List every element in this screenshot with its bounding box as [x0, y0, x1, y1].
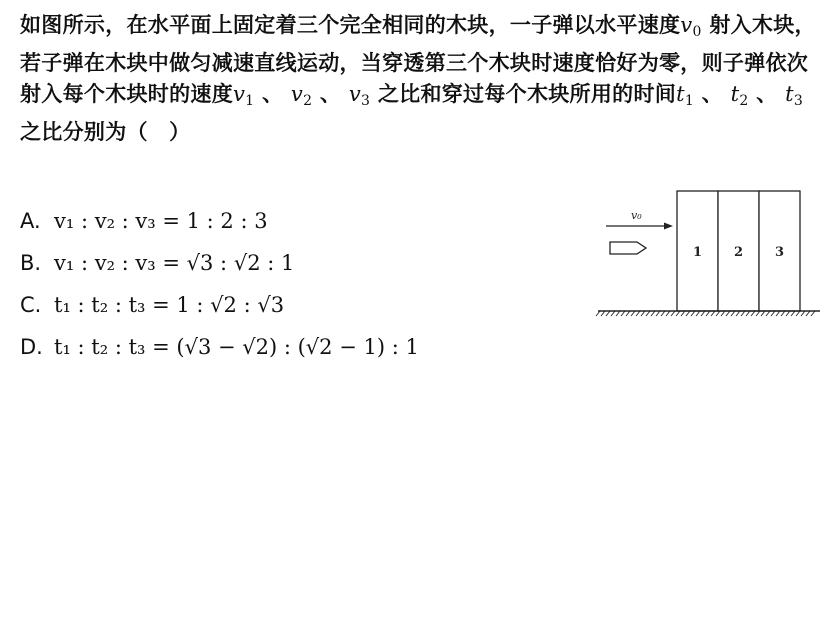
- option-c[interactable]: [20, 284, 419, 326]
- t1-symbol: $t_1$: [676, 82, 695, 109]
- option-b[interactable]: [20, 242, 419, 284]
- option-a-letter: A.: [20, 209, 41, 233]
- block-3-label: 3: [774, 245, 785, 260]
- option-d-letter: D.: [20, 335, 43, 359]
- t2-symbol: $t_2$: [730, 82, 749, 109]
- option-d-expression: t₁ : t₂ : t₃ = (√3 − √2) : (√2 − 1) : 1: [54, 335, 419, 359]
- v1-symbol: $v_1$: [233, 82, 255, 109]
- bullet-shape: [610, 242, 646, 254]
- option-b-expression: v₁ : v₂ : v₃ = √3 : √2 : 1: [54, 251, 295, 275]
- question-part2: 射入木块，若子弹在木块中做匀减速直线运动，当穿透第三个木块时速度恰好为零，则子弹依次射入每个木块时的速度: [20, 13, 816, 106]
- option-c-expression: t₁ : t₂ : t₃ = 1 : √2 : √3: [54, 293, 285, 317]
- velocity-arrow: [606, 223, 673, 230]
- velocity-label: v₀: [631, 209, 642, 222]
- option-b-letter: B.: [20, 251, 42, 275]
- v2-symbol: $v_2$: [290, 82, 313, 109]
- question-part3: 之比和穿过每个木块所用的时间: [377, 82, 677, 106]
- option-a-expression: v₁ : v₂ : v₃ = 1 : 2 : 3: [54, 209, 268, 233]
- question-text: 如图所示，在水平面上固定着三个完全相同的木块，一子弹以水平速度$v_0$ 射入木块，若子弹在木块中做匀减速直线运动，当穿透第三个木块时速度恰好为零，则子弹依次射入每个木块时的速度$v_1$ 、 $v_2$ 、 $v_3$ 之比和穿过每个木块所用的时间$t_1$ 、 $t_2$ 、 $t_3$之比分别为（ ）: [20, 13, 816, 144]
- option-d[interactable]: [20, 326, 419, 368]
- option-c-letter: C.: [20, 293, 42, 317]
- options-list: [20, 200, 419, 368]
- block-1-label: 1: [692, 245, 703, 260]
- question-part4: 之比分别为（ ）: [20, 120, 191, 144]
- option-a[interactable]: [20, 200, 419, 242]
- question-part1: 如图所示，在水平面上固定着三个完全相同的木块，一子弹以水平速度: [20, 13, 681, 37]
- block-2-label: 2: [733, 245, 744, 260]
- v3-symbol: $v_3$: [348, 82, 371, 109]
- blocks-diagram: [594, 186, 824, 322]
- t3-symbol: $t_3$: [785, 82, 804, 109]
- v0-symbol: $v_0$: [680, 13, 702, 40]
